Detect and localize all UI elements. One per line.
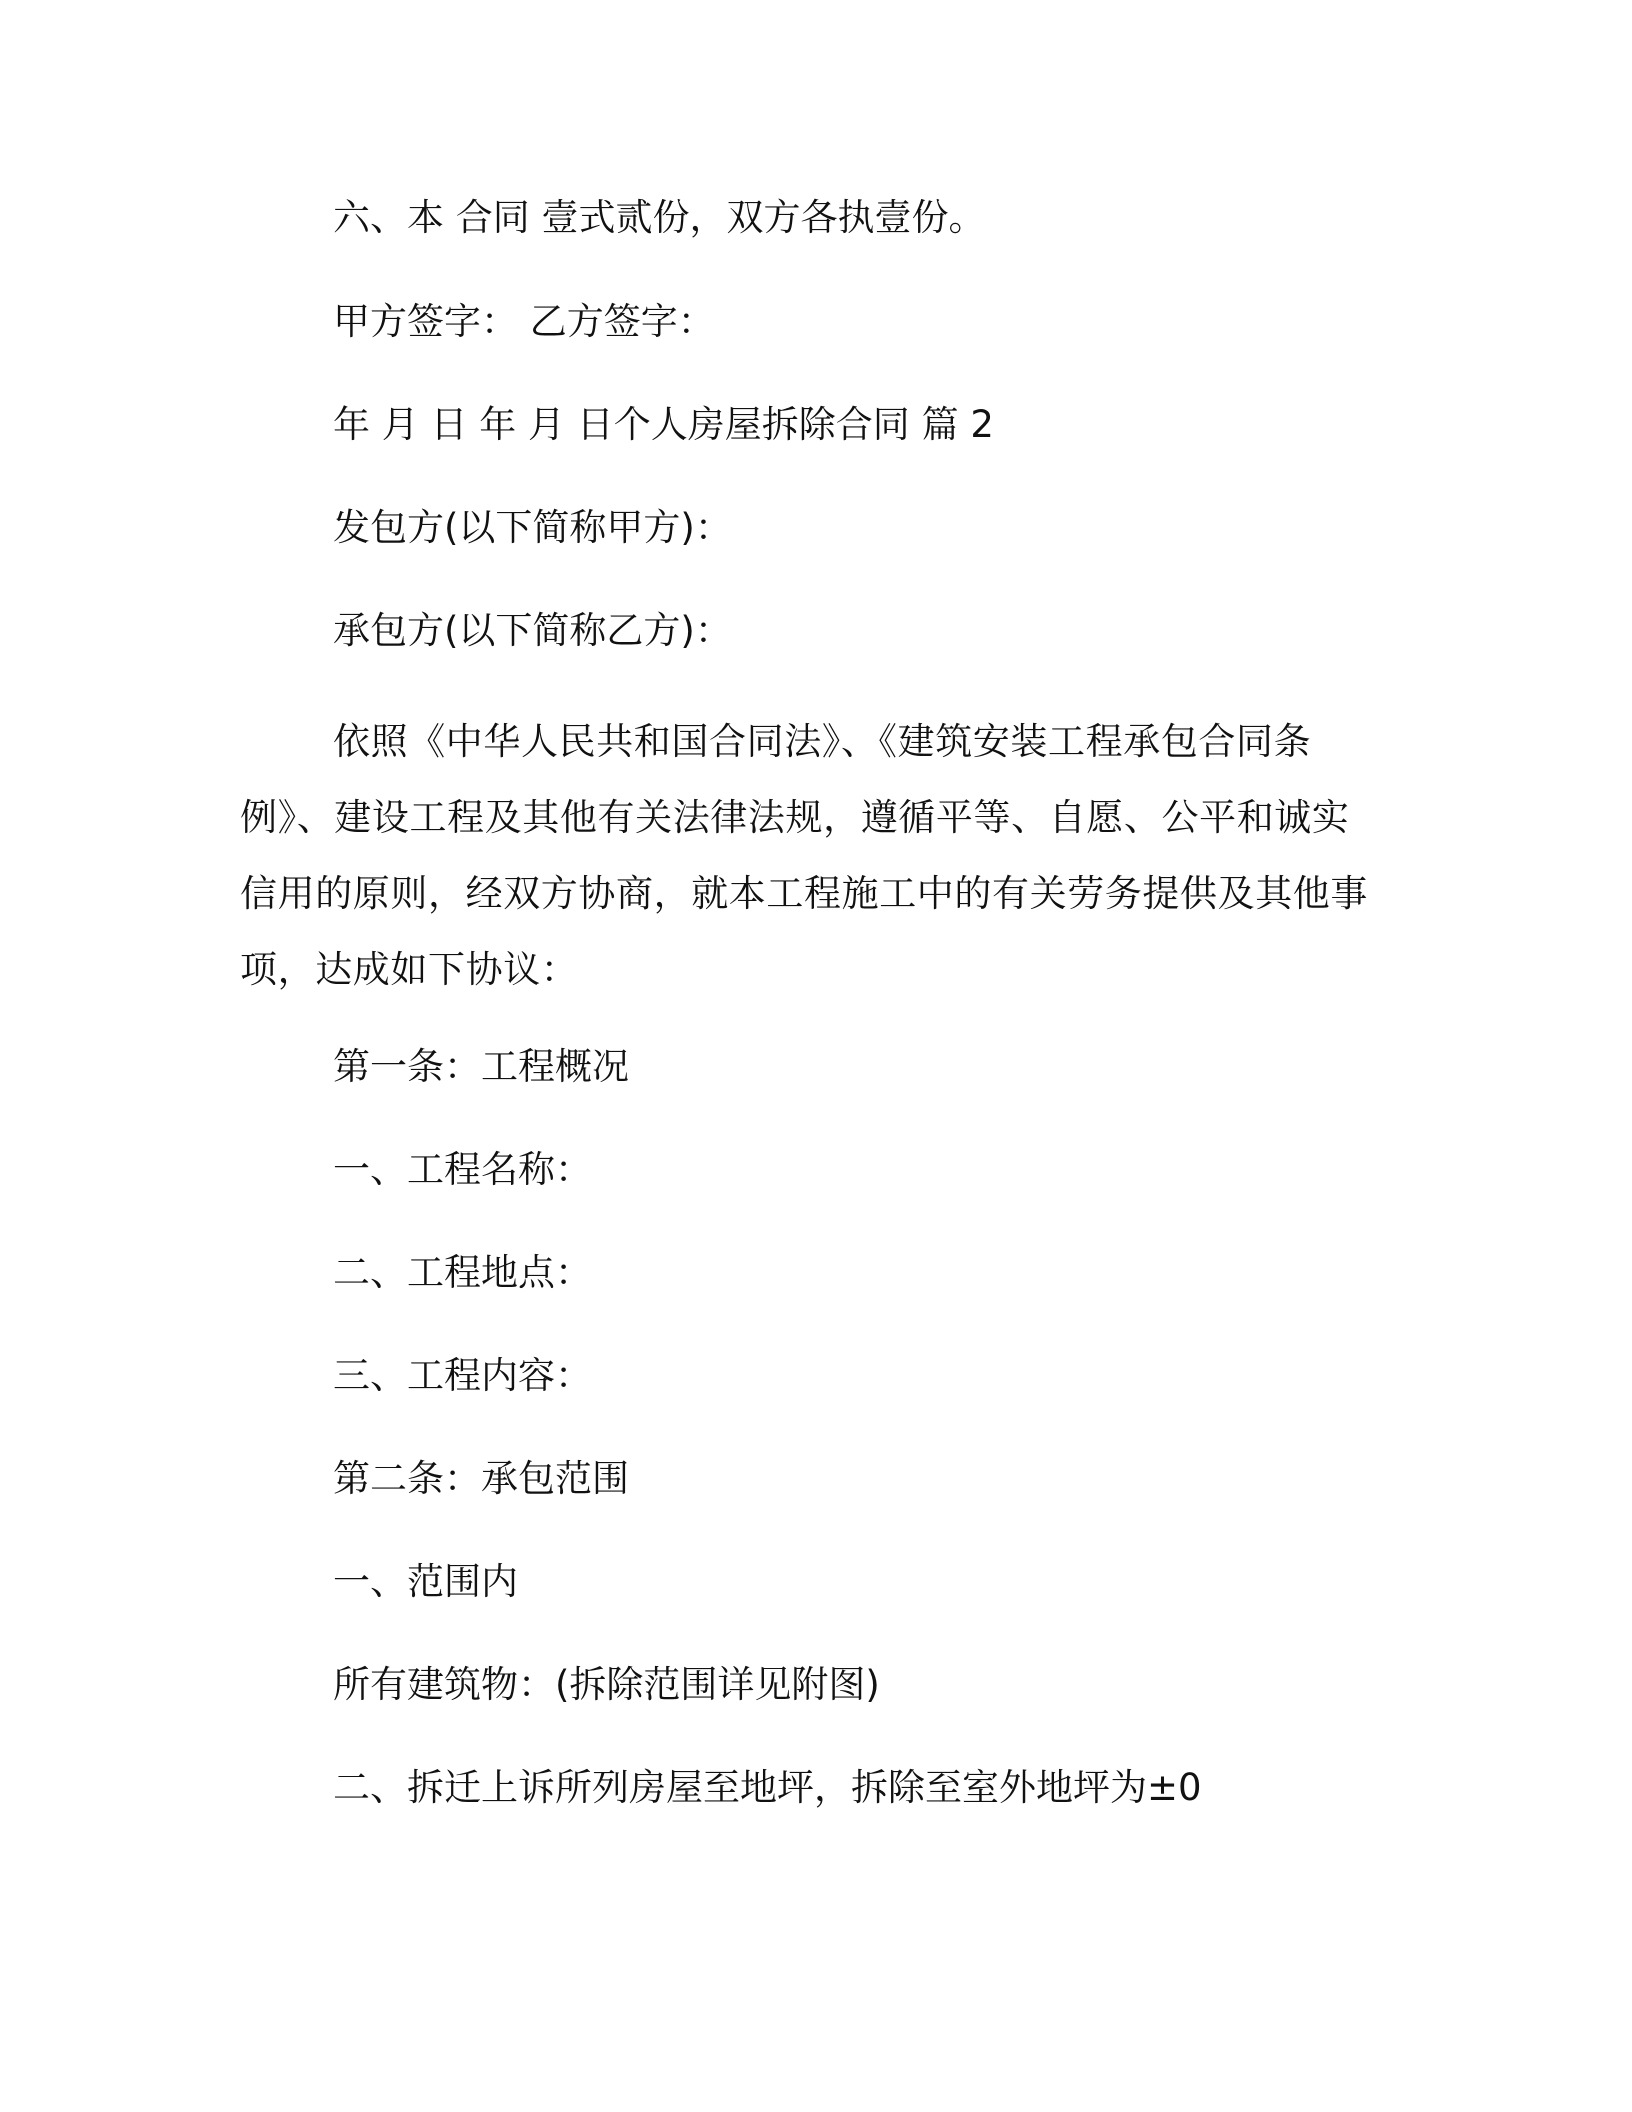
scope-inside-line: 一、范围内 [333,1560,518,1603]
party-b-line: 承包方(以下简称乙方)： [333,609,732,652]
date-and-title-line: 年 月 日 年 月 日个人房屋拆除合同 篇 2 [333,403,994,446]
article-two-heading: 第二条：承包范围 [333,1457,629,1500]
project-content-line: 三、工程内容： [333,1354,592,1397]
demolition-level-line: 二、拆迁上诉所列房屋至地坪，拆除至室外地坪为±0 [333,1766,1202,1809]
signature-line: 甲方签字： 乙方签字： [333,300,715,343]
party-a-line: 发包方(以下简称甲方)： [333,506,732,549]
preamble-paragraph: 依照《中华人民共和国合同法》、《建筑安装工程承包合同条例》、建设工程及其他有关法律法规，遵循平等、自愿、公平和诚实信用的原则，经双方协商，就本工程施工中的有关劳务提供及其他事项，达成如下协议： [240,720,1368,991]
clause-six-copies: 六、本 合同 壹式贰份，双方各执壹份。 [333,196,986,239]
article-one-heading: 第一条：工程概况 [333,1045,629,1088]
project-location-line: 二、工程地点： [333,1251,592,1294]
project-name-line: 一、工程名称： [333,1148,592,1191]
all-buildings-line: 所有建筑物：(拆除范围详见附图) [333,1663,880,1706]
